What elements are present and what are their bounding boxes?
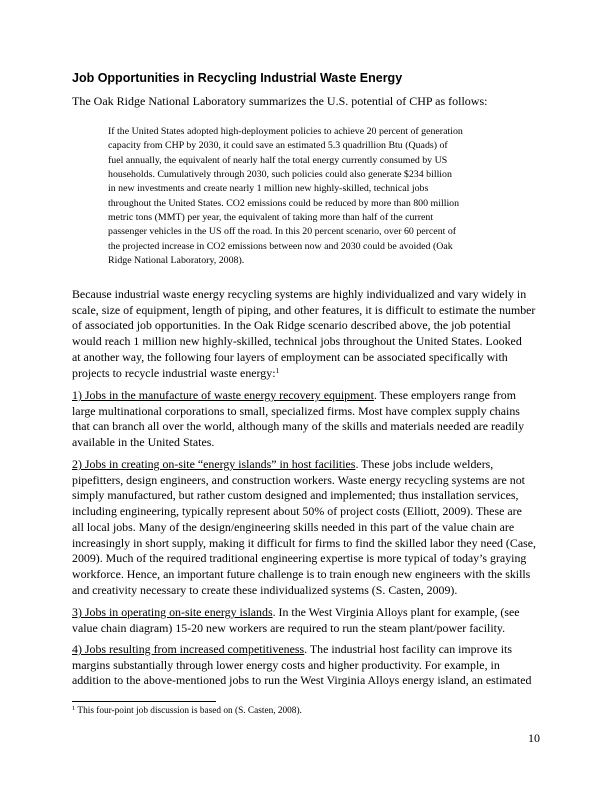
quote-line: throughout the United States. CO2 emissions could be reduced by more than 800 million [108, 197, 460, 209]
item-first-line [72, 605, 542, 621]
paragraph-line: at another way, the following four layers of employment can be associated specifically with [72, 349, 508, 364]
item-line: margins substantially through lower energy costs and higher productivity. For example, in [72, 657, 500, 672]
item-text: . These jobs include welders, [355, 457, 494, 471]
item-line: available in the United States. [72, 435, 215, 450]
item-text: . The industrial host facility can improve its [304, 642, 512, 656]
item-title: 1) Jobs in the manufacture of waste energy recovery equipment [72, 388, 374, 402]
paragraph-line: of associated job opportunities. In the Oak Ridge scenario described above, the job potential [72, 318, 511, 333]
footnote-reference: 1 [275, 365, 280, 375]
section-heading: Job Opportunities in Recycling Industrial Waste Energy [72, 71, 403, 85]
item-line: that can branch all over the world, although many of the skills and materials needed are readily [72, 419, 525, 434]
paragraph-line: Because industrial waste energy recycling systems are highly individualized and vary widely in [72, 287, 527, 301]
item-line: 2009). Much of the required traditional engineering expertise is more typical of today’s graying [72, 551, 527, 566]
item-line: all local jobs. Many of the design/engineering skills needed in this part of the value chain are [72, 519, 515, 534]
item-line: and creativity necessary to create these individualized systems (S. Casten, 2009). [72, 582, 458, 597]
item-energy-island-jobs [72, 457, 542, 598]
quote-line: the projected increase in CO2 emissions between now and 2030 could be avoided (Oak [108, 240, 453, 252]
item-line: pipefitters, design engineers, and construction workers. Waste energy recycling systems are not [72, 472, 525, 487]
item-line: including engineering, typically represent about 50% of project costs (Elliott, 2009). These are [72, 504, 522, 519]
item-line: large multinational corporations to small, specialized firms. Most have complex supply chains [72, 403, 520, 418]
item-text: . In the West Virginia Alloys plant for example, (see [272, 605, 520, 619]
item-text: . These employers range from [373, 388, 516, 402]
quote-line: fuel annually, the equivalent of nearly half the total energy currently consumed by US [108, 154, 448, 166]
intro-sentence: The Oak Ridge National Laboratory summarizes the U.S. potential of CHP as follows: [72, 94, 488, 108]
item-line: addition to the above-mentioned jobs to run the West Virginia Alloys energy island, an estimated [72, 673, 532, 688]
item-line: value chain diagram) 15-20 new workers are required to run the steam plant/power facility. [72, 620, 506, 635]
quote-line: metric tons (MMT) per year, the equivalent of taking more than half of the current [108, 212, 434, 224]
item-title: 2) Jobs in creating on-site “energy islands” in host facilities [72, 457, 356, 471]
paragraph-job-estimates [72, 287, 542, 381]
item-line: increasingly in short supply, making it difficult for firms to find the skilled labor they need (Case, [72, 535, 536, 550]
item-operating-jobs [72, 605, 542, 636]
item-line: workforce. Hence, an important future challenge is to train enough new engineers with the skills [72, 566, 531, 581]
quote-line: If the United States adopted high-deployment policies to achieve 20 percent of generation [108, 126, 463, 137]
footnote-text: This four-point job discussion is based on (S. Casten, 2008). [75, 706, 302, 716]
block-quote [108, 125, 540, 268]
footnote-number: 1 [72, 705, 76, 712]
item-first-line [72, 388, 542, 404]
footnote [72, 705, 302, 717]
item-title: 3) Jobs in operating on-site energy islands [72, 605, 273, 619]
item-line: simply manufactured, but rather custom designed and implemented; thus installation services, [72, 488, 519, 503]
quote-line: Ridge National Laboratory, 2008). [108, 255, 245, 267]
paragraph-line: scale, size of equipment, length of piping, and other features, it is difficult to estimate the number [72, 302, 536, 317]
item-manufacture-jobs [72, 388, 542, 451]
quote-line: households. Cumulatively through 2030, such policies could also generate $234 billion [108, 169, 452, 181]
item-first-line [72, 642, 542, 658]
quote-line: in new investments and create nearly 1 million new highly-skilled, technical jobs [108, 183, 429, 195]
page-number: 10 [528, 731, 540, 745]
item-first-line [72, 457, 542, 473]
paragraph-line: would reach 1 million new highly-skilled, technical jobs throughout the United States. Looked [72, 334, 522, 349]
footnote-divider [72, 701, 216, 702]
item-competitiveness-jobs [72, 642, 542, 689]
quote-line: capacity from CHP by 2030, it could save an estimated 5.3 quadrillion Btu (Quads) of [108, 140, 448, 152]
paragraph-line-last [72, 366, 542, 382]
quote-line: passenger vehicles in the US off the road. In this 20 percent scenario, over 60 percent of [108, 226, 457, 238]
item-title: 4) Jobs resulting from increased competitiveness [72, 642, 305, 656]
paragraph-text: projects to recycle industrial waste energy: [72, 365, 276, 380]
